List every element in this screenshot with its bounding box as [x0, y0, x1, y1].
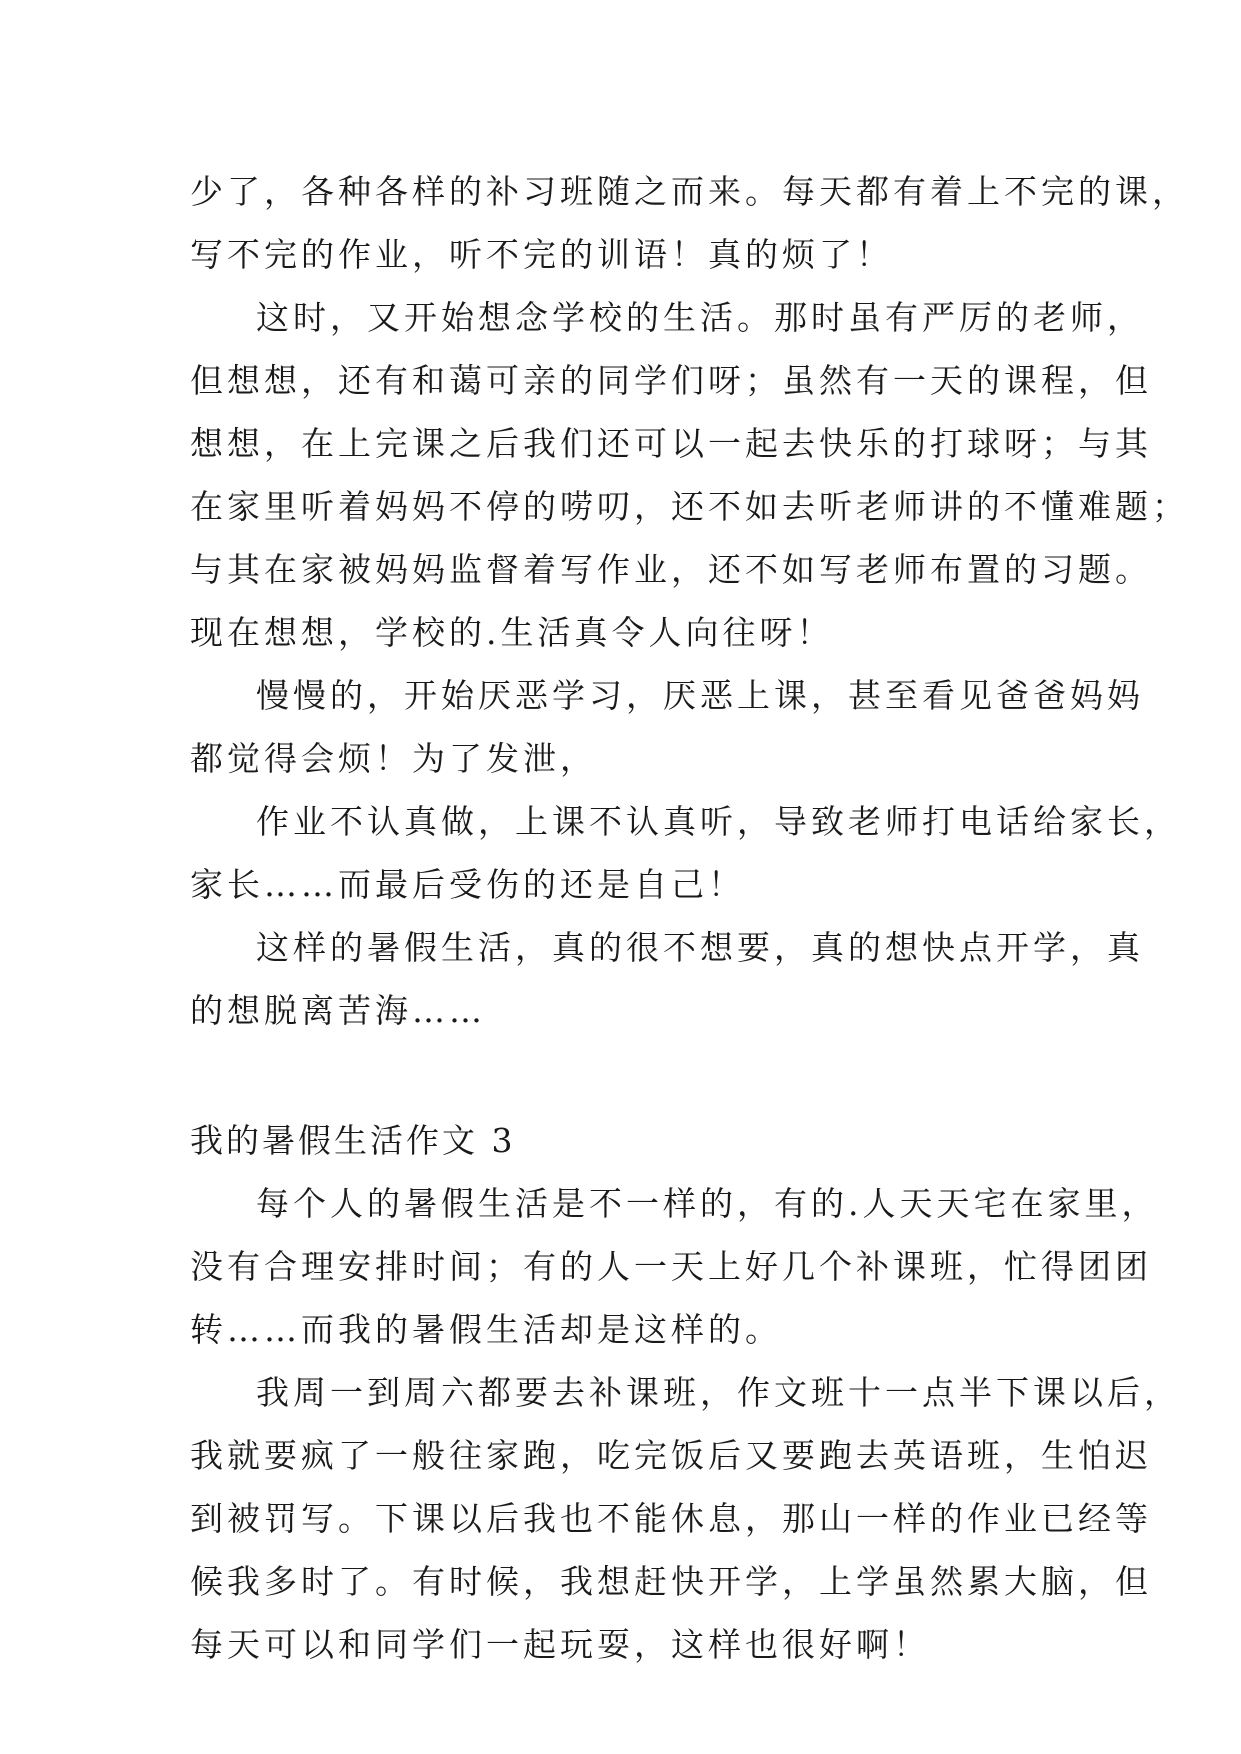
paragraph-everyone: [190, 1172, 1159, 1361]
text-line: 每天可以和同学们一起玩耍，这样也很好啊！: [190, 1625, 930, 1664]
text-line: 想想，在上完课之后我们还可以一起去快乐的打球呀；与其: [190, 424, 1152, 463]
text-line: 少了，各种各样的补习班随之而来。每天都有着上不完的课，: [190, 172, 1189, 211]
paragraph-slowly: [190, 664, 1144, 790]
text-line: 每个人的暑假生活是不一样的，有的.人天天宅在家里，: [256, 1184, 1159, 1223]
text-line: 但想想，还有和蔼可亲的同学们呀；虽然有一天的课程，但: [190, 361, 1152, 400]
text-line: 在家里听着妈妈不停的唠叨，还不如去听老师讲的不懂难题；: [190, 487, 1189, 526]
document-page: [190, 160, 1189, 1676]
text-line: 家长……而最后受伤的还是自己！: [190, 865, 745, 904]
text-line: 转……而我的暑假生活却是这样的。: [190, 1310, 782, 1349]
paragraph-weekly: [190, 1361, 1181, 1676]
text-line: 这样的暑假生活，真的很不想要，真的想快点开学，真: [256, 928, 1144, 967]
section-gap: [190, 1042, 1070, 1109]
text-line: 写不完的作业，听不完的训语！真的烦了！: [190, 235, 893, 274]
text-line: 没有合理安排时间；有的人一天上好几个补课班，忙得团团: [190, 1247, 1152, 1286]
text-line: 作业不认真做，上课不认真听，导致老师打电话给家长，: [256, 802, 1181, 841]
section-title: 我的暑假生活作文 3: [190, 1121, 516, 1160]
text-line: 候我多时了。有时候，我想赶快开学，上学虽然累大脑，但: [190, 1562, 1152, 1601]
text-line: 这时，又开始想念学校的生活。那时虽有严厉的老师，: [256, 298, 1144, 337]
text-line: 我周一到周六都要去补课班，作文班十一点半下课以后，: [256, 1373, 1181, 1412]
paragraph-school-life: [190, 286, 1189, 664]
text-line: 慢慢的，开始厌恶学习，厌恶上课，甚至看见爸爸妈妈: [256, 676, 1144, 715]
paragraph-summer: [190, 916, 1144, 1042]
paragraph-homework: [190, 790, 1181, 916]
text-line: 都觉得会烦！为了发泄，: [190, 739, 597, 778]
text-line: 到被罚写。下课以后我也不能休息，那山一样的作业已经等: [190, 1499, 1152, 1538]
text-line: 现在想想，学校的.生活真令人向往呀！: [190, 613, 834, 652]
paragraph-continuation: [190, 160, 1189, 286]
text-line: 与其在家被妈妈监督着写作业，还不如写老师布置的习题。: [190, 550, 1152, 589]
text-line: 的想脱离苦海……: [190, 991, 486, 1030]
text-line: 我就要疯了一般往家跑，吃完饭后又要跑去英语班，生怕迟: [190, 1436, 1152, 1475]
